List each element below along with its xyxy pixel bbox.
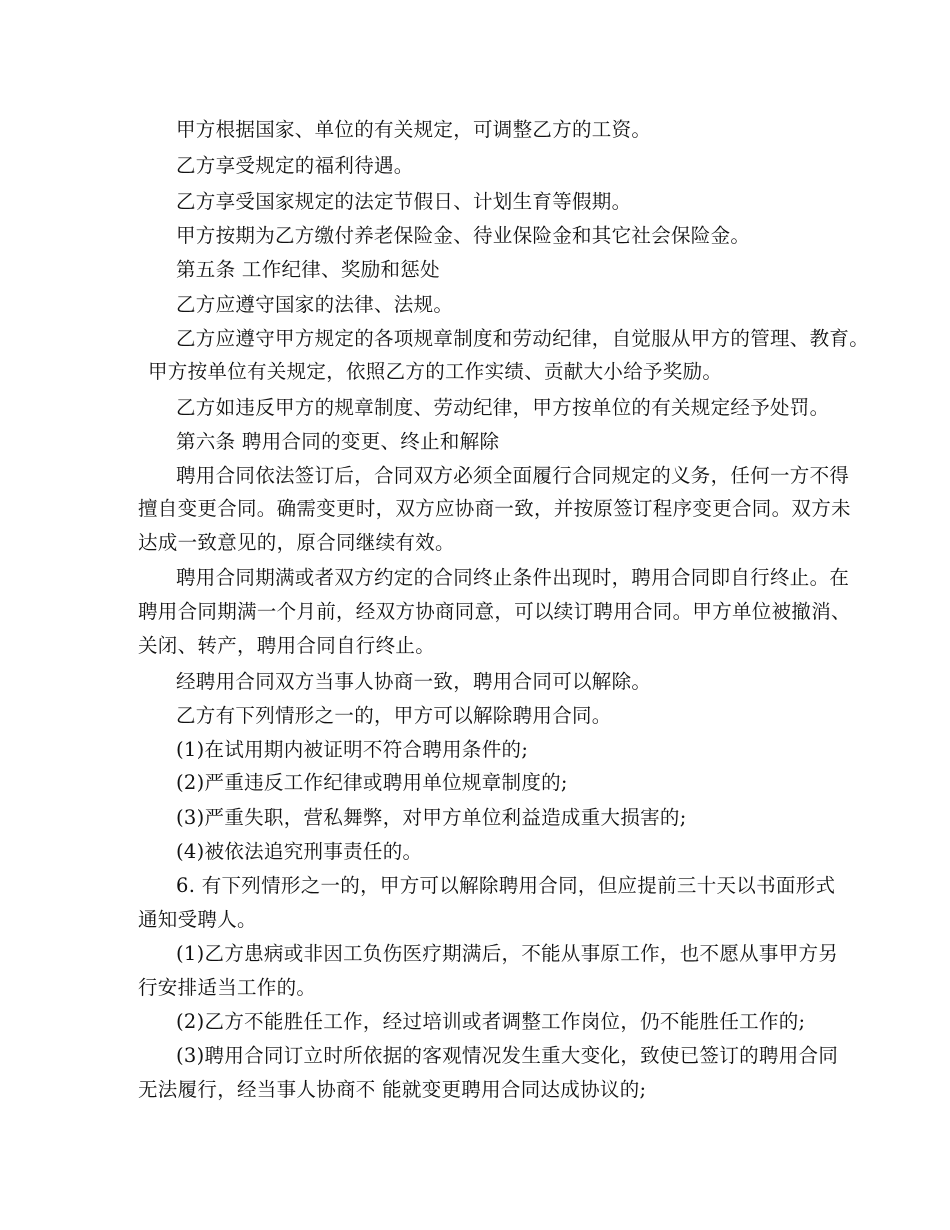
list-item: (3)严重失职，营私舞弊，对甲方单位利益造成重大损害的; [176,806,687,829]
text-line: 乙方有下列情形之一的，甲方可以解除聘用合同。 [176,704,612,727]
text-line: 甲方根据国家、单位的有关规定，可调整乙方的工资。 [176,118,652,141]
text-line: 擅自变更合同。确需变更时，双方应协商一致，并按原签订程序变更合同。双方未 [138,497,851,520]
list-item: (1)乙方患病或非因工负伤医疗期满后，不能从事原工作，也不愿从事甲方另 [176,942,839,965]
text-line: 聘用合同期满一个月前，经双方协商同意，可以续订聘用合同。甲方单位被撤消、 [138,600,851,623]
list-item: 行安排适当工作的。 [138,976,317,999]
section-heading: 第六条 聘用合同的变更、终止和解除 [176,430,500,453]
list-item: 无法履行，经当事人协商不 能就变更聘用合同达成协议的; [138,1078,647,1101]
text-line: 乙方应遵守国家的法律、法规。 [176,293,454,316]
list-item: (4)被依法追究刑事责任的。 [176,840,423,863]
text-line: 通知受聘人。 [138,908,257,931]
list-item: (3)聘用合同订立时所依据的客观情况发生重大变化，致使已签订的聘用合同 [176,1044,839,1067]
text-line: 6. 有下列情形之一的，甲方可以解除聘用合同，但应提前三十天以书面形式 [176,874,836,897]
text-line: 经聘用合同双方当事人协商一致，聘用合同可以解除。 [176,670,652,693]
text-line: 甲方按单位有关规定，依照乙方的工作实绩、贡献大小给予奖励。 [148,360,723,383]
list-item: (2)乙方不能胜任工作，经过培训或者调整工作岗位，仍不能胜任工作的; [176,1010,806,1033]
text-line: 达成一致意见的，原合同继续有效。 [138,531,455,554]
text-line: 甲方按期为乙方缴付养老保险金、待业保险金和其它社会保险金。 [176,224,751,247]
text-line: 乙方应遵守甲方规定的各项规章制度和劳动纪律，自觉服从甲方的管理、教育。 [176,327,870,350]
text-line: 乙方享受国家规定的法定节假日、计划生育等假期。 [176,190,632,213]
text-line: 聘用合同期满或者双方约定的合同终止条件出现时，聘用合同即自行终止。在 [176,566,850,589]
section-heading: 第五条 工作纪律、奖励和惩处 [176,258,440,281]
text-line: 乙方如违反甲方的规章制度、劳动纪律，甲方按单位的有关规定经予处罚。 [176,396,830,419]
text-line: 聘用合同依法签订后，合同双方必须全面履行合同规定的义务，任何一方不得 [176,464,850,487]
text-line: 乙方享受规定的福利待遇。 [176,154,414,177]
list-item: (1)在试用期内被证明不符合聘用条件的; [176,738,529,761]
list-item: (2)严重违反工作纪律或聘用单位规章制度的; [176,771,568,794]
text-line: 关闭、转产，聘用合同自行终止。 [138,634,436,657]
